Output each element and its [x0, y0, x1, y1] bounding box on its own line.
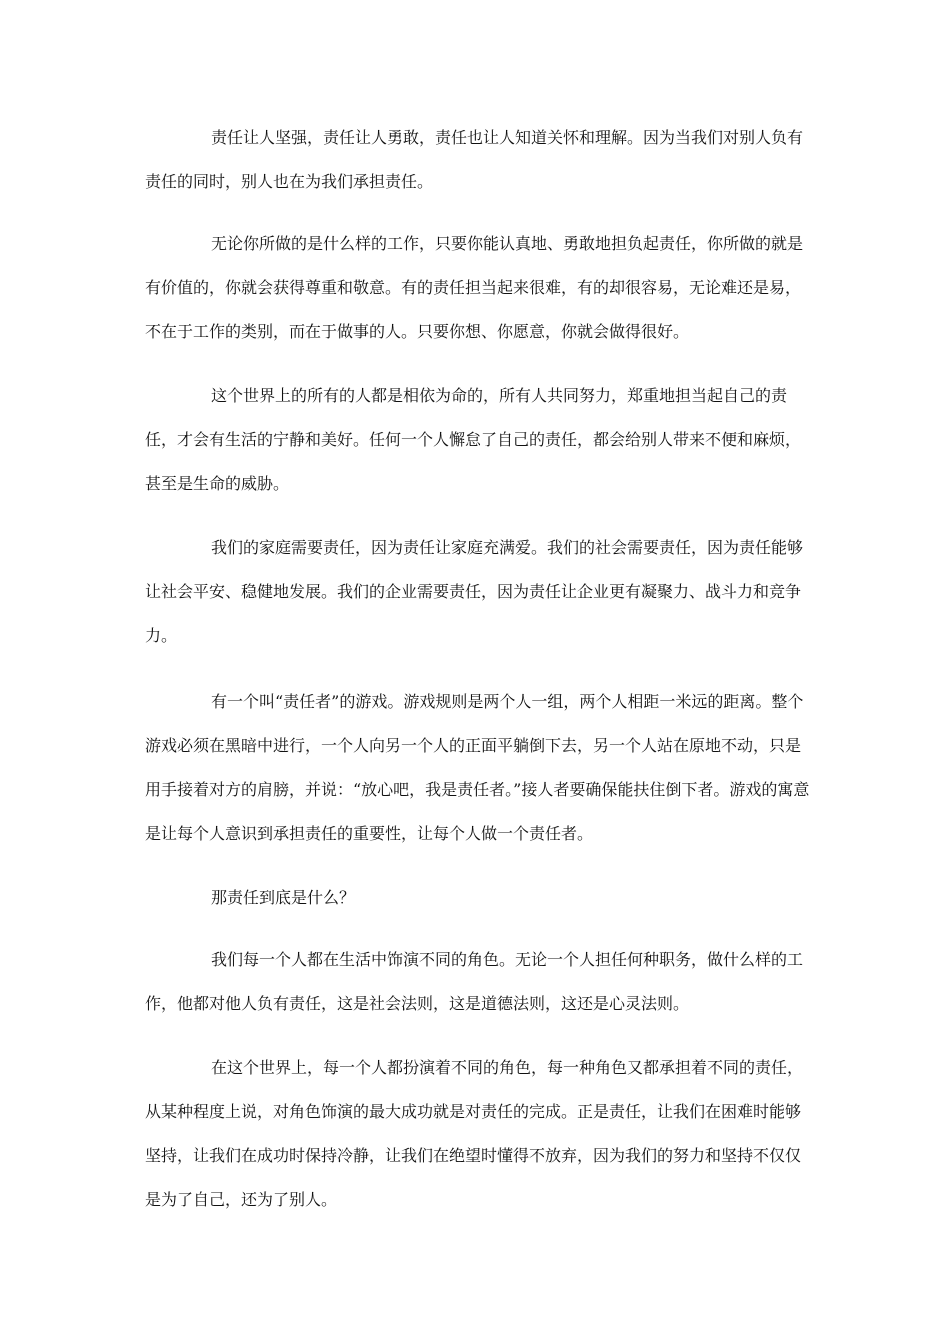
paragraph [145, 222, 810, 354]
paragraph-text: 有一个叫“责任者”的游戏。游戏规则是两个人一组，两个人相距一米远的距离。整个游戏必须在黑暗中进行，一个人向另一个人的正面平躺倒下去，另一个人站在原地不动，只是用手接着对方的肩膀，并说：“放心吧，我是责任者。”接人者要确保能扶住倒下者。游戏的寓意是让每个人意识到承担责任的重要性，让每个人做一个责任者。 [145, 692, 810, 843]
paragraph [145, 374, 810, 506]
paragraph-text: 这个世界上的所有的人都是相依为命的，所有人共同努力，郑重地担当起自己的责任，才会有生活的宁静和美好。任何一个人懈怠了自己的责任，都会给别人带来不便和麻烦，甚至是生命的威胁。 [145, 386, 802, 493]
paragraph-text: 那责任到底是什么？ [211, 888, 356, 907]
paragraph-text: 责任让人坚强，责任让人勇敢，责任也让人知道关怀和理解。因为当我们对别人负有责任的同时，别人也在为我们承担责任。 [145, 128, 804, 191]
paragraph [145, 1046, 810, 1222]
paragraph [145, 680, 810, 856]
paragraph [145, 116, 810, 204]
paragraph [145, 876, 810, 920]
paragraph-text: 我们的家庭需要责任，因为责任让家庭充满爱。我们的社会需要责任，因为责任能够让社会平安、稳健地发展。我们的企业需要责任，因为责任让企业更有凝聚力、战斗力和竞争力。 [145, 538, 804, 645]
paragraph [145, 938, 810, 1026]
paragraph-text: 我们每一个人都在生活中饰演不同的角色。无论一个人担任何种职务，做什么样的工作，他都对他人负有责任，这是社会法则，这是道德法则，这还是心灵法则。 [145, 950, 804, 1013]
paragraph [145, 526, 810, 658]
paragraph-text: 在这个世界上，每一个人都扮演着不同的角色，每一种角色又都承担着不同的责任，从某种程度上说，对角色饰演的最大成功就是对责任的完成。正是责任，让我们在困难时能够坚持，让我们在成功时保持冷静，让我们在绝望时懂得不放弃，因为我们的努力和坚持不仅仅是为了自己，还为了别人。 [145, 1058, 804, 1209]
paragraph-text: 无论你所做的是什么样的工作，只要你能认真地、勇敢地担负起责任，你所做的就是有价值的，你就会获得尊重和敬意。有的责任担当起来很难，有的却很容易，无论难还是易，不在于工作的类别，而在于做事的人。只要你想、你愿意，你就会做得很好。 [145, 234, 804, 341]
